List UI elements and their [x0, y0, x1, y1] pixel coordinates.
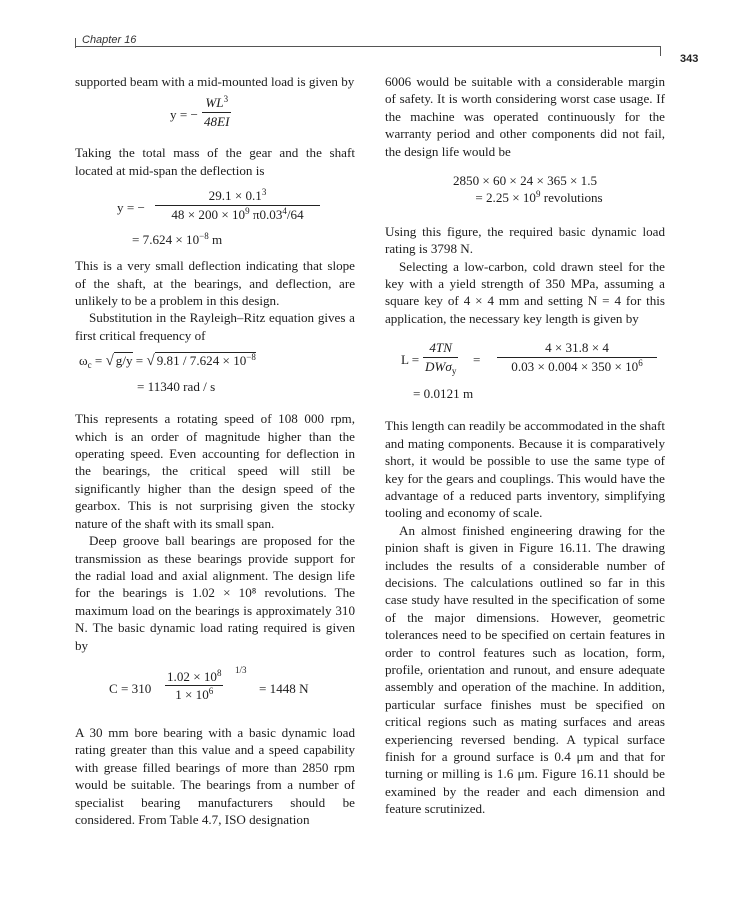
paragraph: This represents a rotating speed of 108 000 rpm, which is an order of magnitude higher than the operating speed. Even accounting for deflection in the bearings, the critical speed will still be significantly higher than the design speed of the gearbox. This is not surprising given the stocky nature of the shaft with its small span.	[75, 411, 355, 531]
equation-design-life: 2850 × 60 × 24 × 365 × 1.5	[452, 173, 598, 189]
eq-lhs: C = 310	[109, 680, 152, 696]
equation-critical-frequency: $\omega_c$ = √ g/y = √ $9.81 / 7.624 \times 10^{-8}$	[79, 352, 256, 371]
paragraph: Selecting a low-carbon, cold drawn steel for the key with a yield strength of 350 MPa, assuming a square key of 4 × 4 mm and setting N = 4 for this application, the necessary key length is given by	[385, 258, 665, 326]
eq-lhs: y = −	[170, 107, 198, 123]
eq-lhs: L =	[401, 352, 420, 368]
paragraph: Deep groove ball bearings are proposed for the transmission as these bearings provide support for the radial load and axial alignment. The design life for the bearings is 1.02 × 10⁸ revolutions. The maximum load on the bearings is approximately 310 N. The basic dynamic load rating required is given by	[75, 533, 355, 653]
equation-deflection-result: = $7.624 \times 10^{-8}$ m	[132, 231, 223, 248]
eq-rhs: = 1448 N	[259, 680, 309, 696]
eq-equals: =	[473, 352, 481, 368]
eq-fraction: $\frac{29.1 \times 0.1^3}{48 \times 200 \times 10^9 \pi 0.03^4/64}$	[155, 187, 320, 223]
right-column	[385, 73, 665, 818]
eq-lhs: y = −	[117, 200, 145, 216]
equation-dynamic-load	[75, 662, 355, 718]
paragraph: This length can readily be accommodated in the shaft and mating components. Because it is comparatively short, it would be possible to use the same type of key for the gears and couplings. This would have the advantage of a reduced parts inventory, simplifying tooling and economy of scale.	[385, 418, 665, 521]
eq-fraction: 4TN DWσ$_y$	[425, 340, 457, 376]
equation-beam-deflection	[75, 94, 355, 140]
equation-key-length-result: = 0.0121 m	[413, 386, 474, 402]
header-tick-left	[75, 38, 76, 48]
eq-fraction: $\frac{1.02 \times 10^8}{1 \times 10^6}$	[167, 667, 222, 703]
eq-fraction: $\frac{WL^3}{48EI}$	[204, 94, 230, 129]
paragraph: Using this figure, the required basic dynamic load rating is 3798 N.	[385, 223, 665, 257]
paragraph: An almost finished engineering drawing for the pinion shaft is given in Figure 16.11. The drawing includes the results of a considerable number of decisions. The calculations outlined so far in this case study have resulted in the specification of some of the major dimensions. However, geometric tolerances need to be specified on certain features in order to control features such as location, form, profile, orientation and runout, and ensure adequate assembly and operation of the machine. In addition, particular surface finishes must be specified on critical regions such as mating surfaces and areas experiencing reversed bending. A typical surface finish for a ground surface is 0.4 μm and that for turning or milling is 1.6 μm. Figure 16.11 should be examined by the reader and each dimension and feature scrutinized.	[385, 522, 665, 817]
paragraph: supported beam with a mid-mounted load is given by	[75, 74, 355, 89]
left-column	[75, 73, 355, 828]
eq-power: 1/3	[235, 664, 247, 675]
paragraph: 6006 would be suitable with a considerable margin of safety. It is worth considering worst case usage. If the machine was operated continuously for the warranty period and other components did not fail, the design life would be	[385, 74, 665, 159]
equation-design-life-result: = $2.25 \times 10^9$ revolutions	[475, 189, 603, 206]
equation-deflection-numeric	[75, 187, 355, 231]
header-rule	[75, 46, 660, 47]
paragraph: Substitution in the Rayleigh–Ritz equation gives a first critical frequency of	[75, 310, 355, 343]
paragraph: Taking the total mass of the gear and the shaft located at mid-span the deflection is	[75, 145, 355, 178]
equation-frequency-result: = 11340 rad / s	[137, 379, 216, 395]
equation-key-length	[385, 339, 665, 385]
chapter-header: Chapter 16	[82, 34, 137, 46]
paragraph: A 30 mm bore bearing with a basic dynamic load rating greater than this value and a speed capability with grease filled bearings of more than 2850 rpm would be suitable. The bearings from a number of specialist bearing manufacturers should be considered. From Table 4.7, ISO designation	[75, 724, 355, 827]
header-tick-right	[660, 46, 661, 56]
page-number: 343	[680, 53, 699, 65]
eq-fraction: $\frac{4 \times 31.8 \times 4}{0.03 \times 0.004 \times 350 \times 10^6}$	[497, 339, 657, 375]
paragraph: This is a very small deflection indicating that slope of the shaft, at the bearings, and deflection, are unlikely to be a problem in this design.	[75, 258, 355, 309]
